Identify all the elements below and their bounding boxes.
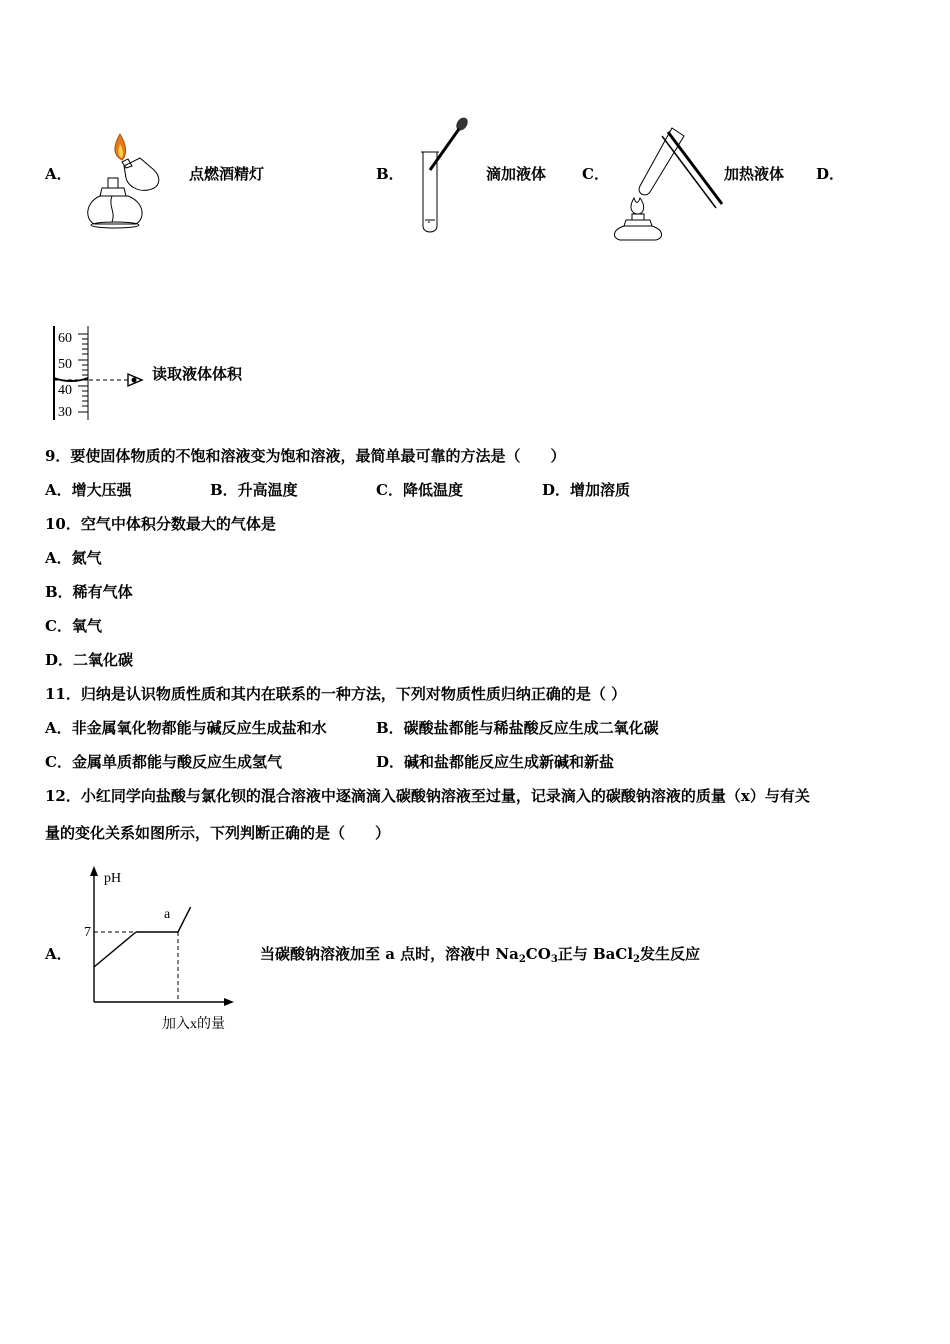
ph-series-segment	[178, 907, 191, 932]
subscript: 2	[518, 954, 526, 965]
scale-label-30: 30	[58, 405, 72, 420]
option-caption: 读取液体体积	[152, 365, 243, 383]
option-text-part: 当碳酸钠溶液加至 a 点时，溶液中 Na	[260, 945, 519, 963]
option-caption: 滴加液体	[486, 165, 547, 183]
y-axis-label: pH	[104, 871, 122, 886]
point-a-label: a	[164, 907, 171, 922]
option: A．氮气	[45, 549, 102, 567]
graduated-cylinder-icon	[50, 322, 150, 424]
option-letter: A．	[45, 945, 72, 963]
ph-series-segment	[94, 932, 136, 967]
option: D．碱和盐都能反应生成新碱和新盐	[376, 753, 615, 771]
option: B．升高温度	[210, 481, 298, 499]
option-letter: C．	[582, 165, 609, 183]
scale-label-60: 60	[58, 331, 72, 346]
option: C．氧气	[45, 617, 102, 635]
question-stem: 11．归纳是认识物质性质和其内在联系的一种方法，下列对物质性质归纳正确的是（ ）	[45, 685, 627, 703]
dropper-test-tube-icon	[410, 112, 476, 236]
option: C．金属单质都能与酸反应生成氢气	[45, 753, 282, 771]
tick-label-7: 7	[84, 925, 91, 940]
option: B．稀有气体	[45, 583, 133, 601]
heating-test-tube-icon	[610, 124, 728, 242]
y-axis-arrow-icon	[90, 866, 98, 876]
subscript: 3	[550, 954, 558, 965]
option: C．降低温度	[376, 481, 463, 499]
option-text-part: 发生反应	[640, 945, 701, 963]
option: D．二氧化碳	[45, 651, 134, 669]
option-letter: B．	[376, 165, 404, 183]
option: A．增大压强	[45, 481, 132, 499]
option-caption: 点燃酒精灯	[189, 165, 265, 183]
option-letter: A．	[45, 165, 72, 183]
ph-series	[94, 907, 191, 967]
alcohol-lamp-lighting-icon	[82, 126, 182, 232]
x-axis-label: 加入x的量	[162, 1017, 225, 1032]
scale-label-50: 50	[58, 357, 72, 372]
question-stem: 9．要使固体物质的不饱和溶液变为饱和溶液，最简单最可靠的方法是（ ）	[45, 447, 566, 465]
x-axis-arrow-icon	[224, 998, 234, 1006]
option-text-part: CO	[525, 945, 551, 963]
option: A．非金属氧化物都能与碱反应生成盐和水	[45, 719, 327, 737]
question-stem-line-1: 12．小红同学向盐酸与氯化钡的混合溶液中逐滴滴入碳酸钠溶液至过量，记录滴入的碳酸钠溶液的质量（x）与有关	[45, 787, 810, 805]
option-caption: 加热液体	[724, 165, 785, 183]
option-a-text	[260, 944, 700, 964]
question-stem: 10．空气中体积分数最大的气体是	[45, 515, 276, 533]
subscript: 2	[633, 954, 641, 965]
option: D．增加溶质	[542, 481, 631, 499]
option: B．碳酸盐都能与稀盐酸反应生成二氧化碳	[376, 719, 659, 737]
scale-label-40: 40	[58, 383, 72, 398]
option-text-part: 正与 BaCl	[557, 945, 634, 963]
option-letter: D．	[816, 165, 845, 183]
question-stem-line-2: 量的变化关系如图所示，下列判断正确的是（ ）	[45, 824, 391, 842]
ph-graph	[80, 862, 250, 1038]
